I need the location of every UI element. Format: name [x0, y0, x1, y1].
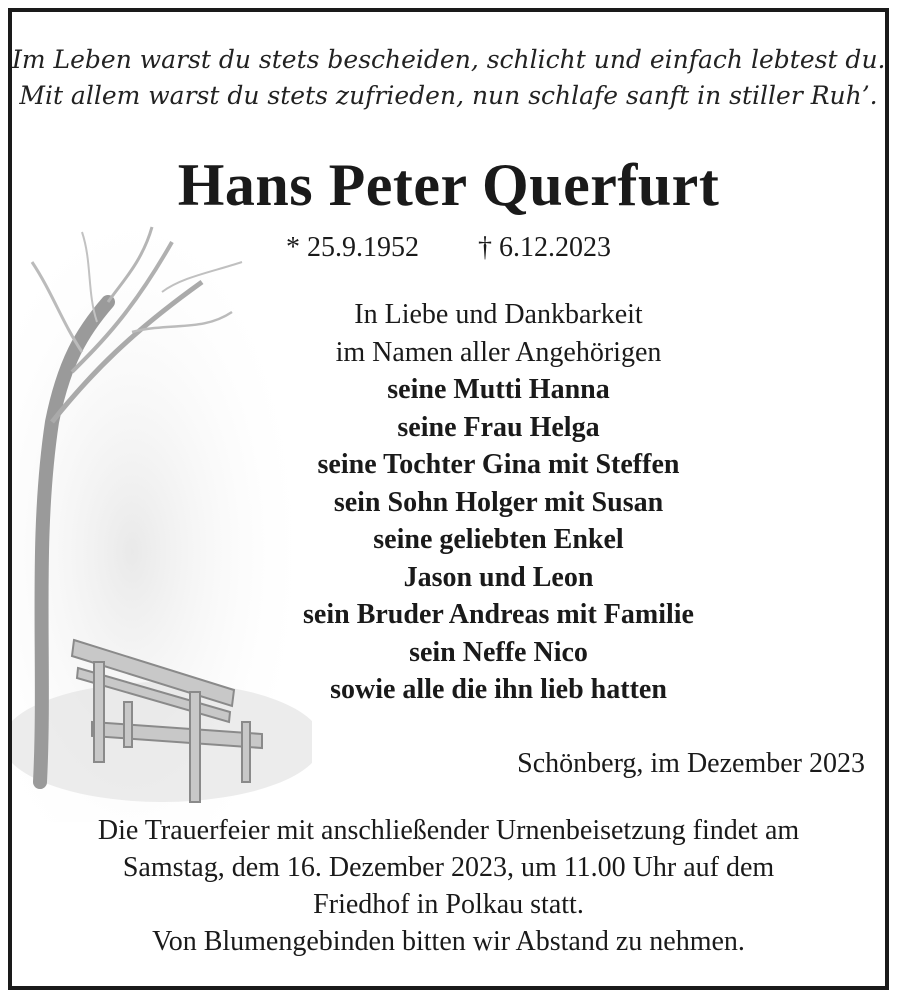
mourner-line: seine geliebten Enkel — [373, 524, 624, 555]
deceased-name: Hans Peter Querfurt — [177, 152, 720, 218]
mourner-line: sein Neffe Nico — [409, 636, 588, 668]
mourners-intro: In Liebe und Dankbarkeit — [354, 299, 643, 330]
ceremony-line: Von Blumengebinden bitten wir Abstand zu nehmen. — [152, 926, 745, 957]
mourner-line: seine Tochter Gina mit Steffen — [317, 449, 680, 480]
ceremony-line: Die Trauerfeier mit anschließender Urnenbeisetzung findet am — [97, 815, 800, 846]
mourner-line: sein Bruder Andreas mit Familie — [303, 599, 694, 630]
mourners-intro: im Namen aller Angehörigen — [335, 336, 662, 368]
ceremony-line: Friedhof in Polkau statt. — [313, 889, 584, 920]
obituary-notice — [8, 8, 889, 990]
mourner-line: sein Sohn Holger mit Susan — [333, 486, 664, 518]
mourner-line: Jason und Leon — [403, 561, 594, 593]
mourner-line: sowie alle die ihn lieb hatten — [330, 674, 667, 705]
ceremony-line: Samstag, dem 16. Dezember 2023, um 11.00 Uhr auf dem — [122, 852, 775, 883]
death-date: † 6.12.2023 — [478, 232, 611, 263]
mourner-line: seine Mutti Hanna — [387, 374, 610, 405]
poem-line: Im Leben warst du stets bescheiden, schlicht und einfach lebtest du. — [12, 45, 886, 74]
mourner-line: seine Frau Helga — [397, 411, 600, 443]
poem-line: Mit allem warst du stets zufrieden, nun schlafe sanft in stiller Ruh’. — [19, 81, 878, 110]
birth-date: * 25.9.1952 — [286, 232, 419, 263]
poem — [12, 42, 885, 114]
mourners-list — [112, 296, 885, 709]
life-dates — [12, 230, 885, 266]
ceremony-info — [12, 812, 885, 960]
place-and-date: Schönberg, im Dezember 2023 — [517, 748, 865, 779]
